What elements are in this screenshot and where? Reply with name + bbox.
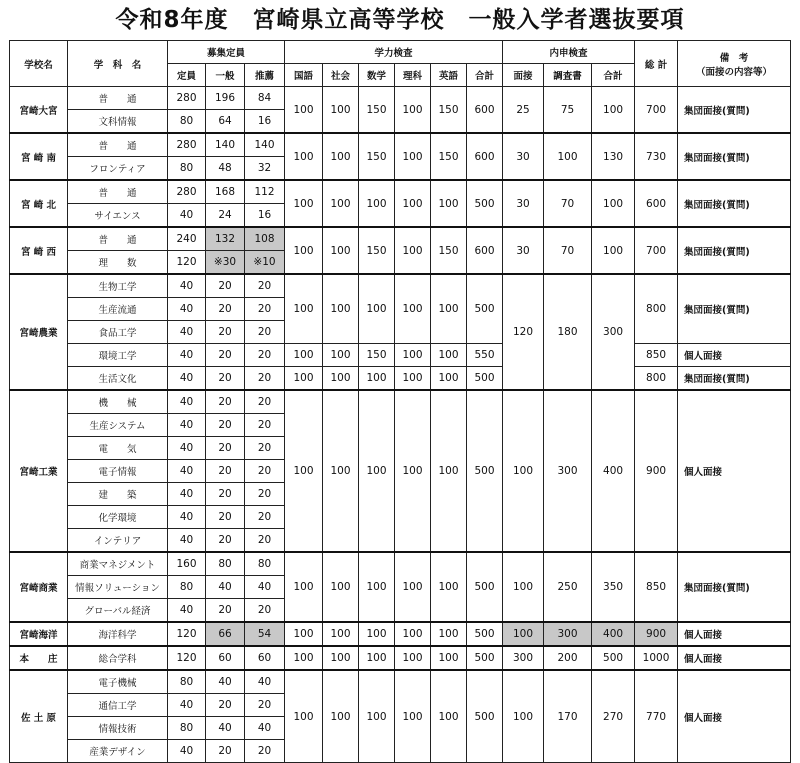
quota-value: 80 [168, 670, 206, 694]
exam-score: 100 [323, 552, 359, 622]
table-row [10, 390, 791, 414]
exam-score: 150 [359, 344, 395, 367]
quota-value: 240 [168, 227, 206, 251]
quota-value: 20 [245, 321, 285, 344]
dept-name: 生産流通 [68, 298, 168, 321]
quota-value: 40 [168, 344, 206, 367]
exam-score: 100 [323, 367, 359, 391]
school-name: 宮 崎 北 [10, 180, 68, 227]
exam-score: 100 [431, 390, 467, 552]
dept-name: 文科情報 [68, 110, 168, 134]
quota-value: 20 [206, 529, 245, 553]
report-score: 200 [544, 646, 592, 670]
quota-value: 20 [206, 344, 245, 367]
quota-value: 40 [168, 367, 206, 391]
remarks: 個人面接 [678, 646, 791, 670]
table-row [10, 646, 791, 670]
remarks: 集団面接(質問) [678, 180, 791, 227]
quota-value: 40 [168, 506, 206, 529]
grand-total: 900 [635, 390, 678, 552]
dept-name: 情報技術 [68, 717, 168, 740]
dept-name: 建 築 [68, 483, 168, 506]
dept-name: 海洋科学 [68, 622, 168, 646]
exam-score: 100 [285, 552, 323, 622]
report-score: 70 [544, 180, 592, 227]
quota-value: 20 [245, 390, 285, 414]
exam-score: 100 [431, 622, 467, 646]
header-school: 学校名 [10, 41, 68, 87]
exam-score: 100 [395, 622, 431, 646]
quota-value: 40 [168, 483, 206, 506]
exam-score: 100 [285, 180, 323, 227]
report-score: 170 [544, 670, 592, 763]
report-score: 400 [592, 622, 635, 646]
quota-value: 20 [245, 694, 285, 717]
quota-value: 66 [206, 622, 245, 646]
quota-value: 40 [168, 529, 206, 553]
exam-score: 100 [285, 646, 323, 670]
quota-value: 20 [206, 437, 245, 460]
quota-value: 80 [168, 717, 206, 740]
quota-value: 80 [168, 157, 206, 181]
exam-score: 100 [395, 274, 431, 344]
dept-name: 電子機械 [68, 670, 168, 694]
table-row [10, 670, 791, 694]
quota-value: 20 [245, 298, 285, 321]
school-name: 宮 崎 南 [10, 133, 68, 180]
school-name: 宮 崎 西 [10, 227, 68, 274]
grand-total: 700 [635, 87, 678, 134]
quota-value: 40 [168, 321, 206, 344]
exam-score: 100 [395, 646, 431, 670]
remarks: 個人面接 [678, 344, 791, 367]
header-dept: 学 科 名 [68, 41, 168, 87]
report-score: 300 [544, 622, 592, 646]
remarks: 個人面接 [678, 670, 791, 763]
quota-value: 280 [168, 87, 206, 110]
report-score: 70 [544, 227, 592, 274]
grand-total: 850 [635, 552, 678, 622]
report-score: 75 [544, 87, 592, 134]
exam-score: 100 [395, 344, 431, 367]
dept-name: 生物工学 [68, 274, 168, 298]
report-score: 100 [592, 227, 635, 274]
report-score: 30 [503, 180, 544, 227]
quota-value: 24 [206, 204, 245, 228]
table-row [10, 344, 791, 367]
exam-score: 100 [359, 367, 395, 391]
exam-score: 100 [323, 87, 359, 134]
grand-total: 800 [635, 367, 678, 391]
quota-value: 20 [206, 599, 245, 623]
dept-name: 理 数 [68, 251, 168, 275]
quota-value: 64 [206, 110, 245, 134]
quota-value: 20 [245, 506, 285, 529]
dept-name: サイエンス [68, 204, 168, 228]
exam-score: 100 [323, 670, 359, 763]
quota-value: 54 [245, 622, 285, 646]
grand-total: 770 [635, 670, 678, 763]
exam-score: 100 [395, 552, 431, 622]
exam-score: 100 [431, 552, 467, 622]
exam-score: 100 [323, 646, 359, 670]
dept-name: 普 通 [68, 180, 168, 204]
quota-value: 20 [206, 321, 245, 344]
exam-score: 600 [467, 227, 503, 274]
exam-score: 100 [395, 367, 431, 391]
header-exam-sugaku: 数学 [359, 64, 395, 87]
exam-score: 150 [431, 227, 467, 274]
report-score: 100 [503, 622, 544, 646]
header-exam: 学力検査 [285, 41, 503, 64]
exam-score: 100 [323, 133, 359, 180]
header-quota-ippan: 一般 [206, 64, 245, 87]
header-report-mensetsu: 面接 [503, 64, 544, 87]
exam-score: 100 [431, 646, 467, 670]
exam-score: 100 [359, 646, 395, 670]
school-name: 宮崎海洋 [10, 622, 68, 646]
quota-value: 20 [245, 740, 285, 763]
exam-score: 100 [323, 274, 359, 344]
quota-value: 160 [168, 552, 206, 576]
dept-name: 普 通 [68, 133, 168, 157]
header-exam-total: 合計 [467, 64, 503, 87]
report-score: 270 [592, 670, 635, 763]
quota-value: 20 [245, 344, 285, 367]
exam-score: 100 [359, 622, 395, 646]
dept-name: グローバル経済 [68, 599, 168, 623]
header-report-chosasho: 調査書 [544, 64, 592, 87]
remarks: 集団面接(質問) [678, 552, 791, 622]
dept-name: 機 械 [68, 390, 168, 414]
quota-value: 20 [245, 367, 285, 391]
quota-value: 40 [168, 599, 206, 623]
quota-value: 40 [168, 414, 206, 437]
report-score: 300 [544, 390, 592, 552]
dept-name: 通信工学 [68, 694, 168, 717]
report-score: 100 [503, 390, 544, 552]
exam-score: 100 [359, 670, 395, 763]
quota-value: 80 [206, 552, 245, 576]
quota-value: 20 [245, 274, 285, 298]
dept-name: インテリア [68, 529, 168, 553]
table-body [10, 87, 791, 763]
header-exam-eigo: 英語 [431, 64, 467, 87]
report-score: 180 [544, 274, 592, 390]
header-exam-rika: 理科 [395, 64, 431, 87]
grand-total: 730 [635, 133, 678, 180]
exam-score: 100 [431, 670, 467, 763]
quota-value: 40 [168, 390, 206, 414]
report-score: 300 [503, 646, 544, 670]
exam-score: 100 [431, 344, 467, 367]
quota-value: 120 [168, 622, 206, 646]
quota-value: 120 [168, 646, 206, 670]
dept-name: 生活文化 [68, 367, 168, 391]
dept-name: 産業デザイン [68, 740, 168, 763]
exam-score: 100 [359, 274, 395, 344]
quota-value: 40 [206, 576, 245, 599]
quota-value: 40 [168, 274, 206, 298]
exam-score: 100 [395, 87, 431, 134]
grand-total: 700 [635, 227, 678, 274]
exam-score: 100 [285, 670, 323, 763]
quota-value: 20 [206, 483, 245, 506]
school-name: 佐 土 原 [10, 670, 68, 763]
exam-score: 100 [285, 622, 323, 646]
exam-score: 100 [323, 622, 359, 646]
quota-value: 20 [245, 529, 285, 553]
exam-score: 500 [467, 646, 503, 670]
report-score: 30 [503, 133, 544, 180]
exam-score: 100 [395, 133, 431, 180]
exam-score: 100 [285, 87, 323, 134]
report-score: 30 [503, 227, 544, 274]
quota-value: 20 [245, 460, 285, 483]
quota-value: 280 [168, 180, 206, 204]
admission-table [9, 40, 791, 763]
quota-value: 20 [245, 599, 285, 623]
exam-score: 100 [431, 274, 467, 344]
header-report-total: 合計 [592, 64, 635, 87]
exam-score: 100 [431, 180, 467, 227]
report-score: 400 [592, 390, 635, 552]
quota-value: ※30 [206, 251, 245, 275]
grand-total: 900 [635, 622, 678, 646]
report-score: 100 [592, 180, 635, 227]
exam-score: 150 [359, 133, 395, 180]
dept-name: 情報ソリューション [68, 576, 168, 599]
page-title: 令和8年度 宮崎県立高等学校 一般入学者選抜要項 [115, 7, 685, 33]
header-remarks: 備 考 （面接の内容等） [678, 41, 791, 87]
report-score: 100 [503, 552, 544, 622]
dept-name: 化学環境 [68, 506, 168, 529]
exam-score: 100 [359, 390, 395, 552]
exam-score: 100 [323, 390, 359, 552]
grand-total: 1000 [635, 646, 678, 670]
quota-value: 60 [206, 646, 245, 670]
school-name: 宮崎商業 [10, 552, 68, 622]
quota-value: 16 [245, 204, 285, 228]
quota-value: 40 [168, 298, 206, 321]
exam-score: 500 [467, 274, 503, 344]
quota-value: ※10 [245, 251, 285, 275]
school-name: 宮崎大宮 [10, 87, 68, 134]
quota-value: 20 [206, 390, 245, 414]
dept-name: 総合学科 [68, 646, 168, 670]
quota-value: 84 [245, 87, 285, 110]
report-score: 25 [503, 87, 544, 134]
exam-score: 500 [467, 367, 503, 391]
grand-total: 850 [635, 344, 678, 367]
remarks: 集団面接(質問) [678, 133, 791, 180]
quota-value: 80 [168, 576, 206, 599]
quota-value: 112 [245, 180, 285, 204]
quota-value: 40 [206, 717, 245, 740]
dept-name: 生産システム [68, 414, 168, 437]
dept-name: 食品工学 [68, 321, 168, 344]
header-exam-shakai: 社会 [323, 64, 359, 87]
exam-score: 100 [359, 552, 395, 622]
report-score: 100 [544, 133, 592, 180]
exam-score: 150 [359, 227, 395, 274]
school-name: 宮崎農業 [10, 274, 68, 390]
report-score: 120 [503, 274, 544, 390]
quota-value: 20 [245, 414, 285, 437]
report-score: 100 [592, 87, 635, 134]
exam-score: 500 [467, 552, 503, 622]
table-row [10, 133, 791, 157]
quota-value: 48 [206, 157, 245, 181]
remarks: 集団面接(質問) [678, 87, 791, 134]
header-quota-suisen: 推薦 [245, 64, 285, 87]
table-row [10, 227, 791, 251]
exam-score: 150 [431, 87, 467, 134]
dept-name: フロンティア [68, 157, 168, 181]
exam-score: 100 [285, 344, 323, 367]
quota-value: 120 [168, 251, 206, 275]
dept-name: 電子情報 [68, 460, 168, 483]
quota-value: 20 [206, 460, 245, 483]
exam-score: 550 [467, 344, 503, 367]
quota-value: 60 [245, 646, 285, 670]
quota-value: 168 [206, 180, 245, 204]
header-exam-kokugo: 国語 [285, 64, 323, 87]
exam-score: 100 [323, 180, 359, 227]
quota-value: 40 [245, 576, 285, 599]
exam-score: 150 [359, 87, 395, 134]
table-row [10, 367, 791, 391]
quota-value: 196 [206, 87, 245, 110]
grand-total: 600 [635, 180, 678, 227]
exam-score: 100 [285, 390, 323, 552]
header-quota: 募集定員 [168, 41, 285, 64]
report-score: 250 [544, 552, 592, 622]
quota-value: 80 [168, 110, 206, 134]
exam-score: 100 [395, 180, 431, 227]
exam-score: 100 [323, 227, 359, 274]
exam-score: 150 [431, 133, 467, 180]
report-score: 300 [592, 274, 635, 390]
exam-score: 100 [395, 390, 431, 552]
remarks: 集団面接(質問) [678, 274, 791, 344]
quota-value: 20 [206, 694, 245, 717]
quota-value: 40 [168, 740, 206, 763]
quota-value: 40 [168, 460, 206, 483]
exam-score: 500 [467, 622, 503, 646]
remarks: 個人面接 [678, 622, 791, 646]
dept-name: 普 通 [68, 227, 168, 251]
quota-value: 20 [206, 274, 245, 298]
table-row [10, 87, 791, 110]
dept-name: 環境工学 [68, 344, 168, 367]
school-name: 宮崎工業 [10, 390, 68, 552]
quota-value: 16 [245, 110, 285, 134]
header-quota-teiin: 定員 [168, 64, 206, 87]
dept-name: 商業マネジメント [68, 552, 168, 576]
quota-value: 108 [245, 227, 285, 251]
remarks: 集団面接(質問) [678, 367, 791, 391]
quota-value: 132 [206, 227, 245, 251]
quota-value: 40 [206, 670, 245, 694]
quota-value: 20 [206, 506, 245, 529]
exam-score: 100 [431, 367, 467, 391]
quota-value: 40 [168, 437, 206, 460]
report-score: 130 [592, 133, 635, 180]
quota-value: 280 [168, 133, 206, 157]
quota-value: 140 [206, 133, 245, 157]
table-row [10, 552, 791, 576]
quota-value: 40 [245, 670, 285, 694]
quota-value: 40 [168, 694, 206, 717]
quota-value: 40 [168, 204, 206, 228]
grand-total: 800 [635, 274, 678, 344]
table-row [10, 180, 791, 204]
quota-value: 140 [245, 133, 285, 157]
dept-name: 普 通 [68, 87, 168, 110]
quota-value: 40 [245, 717, 285, 740]
quota-value: 32 [245, 157, 285, 181]
exam-score: 100 [285, 133, 323, 180]
exam-score: 100 [285, 227, 323, 274]
school-name: 本 庄 [10, 646, 68, 670]
report-score: 500 [592, 646, 635, 670]
dept-name: 電 気 [68, 437, 168, 460]
header-total: 総 計 [635, 41, 678, 87]
exam-score: 500 [467, 670, 503, 763]
exam-score: 100 [395, 227, 431, 274]
quota-value: 20 [206, 298, 245, 321]
remarks: 個人面接 [678, 390, 791, 552]
quota-value: 20 [206, 367, 245, 391]
table-row [10, 274, 791, 298]
exam-score: 500 [467, 390, 503, 552]
quota-value: 20 [206, 740, 245, 763]
exam-score: 100 [323, 344, 359, 367]
exam-score: 600 [467, 133, 503, 180]
report-score: 350 [592, 552, 635, 622]
report-score: 100 [503, 670, 544, 763]
quota-value: 20 [245, 437, 285, 460]
table-row [10, 622, 791, 646]
remarks: 集団面接(質問) [678, 227, 791, 274]
quota-value: 20 [206, 414, 245, 437]
quota-value: 80 [245, 552, 285, 576]
exam-score: 500 [467, 180, 503, 227]
exam-score: 100 [395, 670, 431, 763]
exam-score: 100 [359, 180, 395, 227]
exam-score: 100 [285, 274, 323, 344]
exam-score: 100 [285, 367, 323, 391]
quota-value: 20 [245, 483, 285, 506]
exam-score: 600 [467, 87, 503, 134]
header-report: 内申検査 [503, 41, 635, 64]
